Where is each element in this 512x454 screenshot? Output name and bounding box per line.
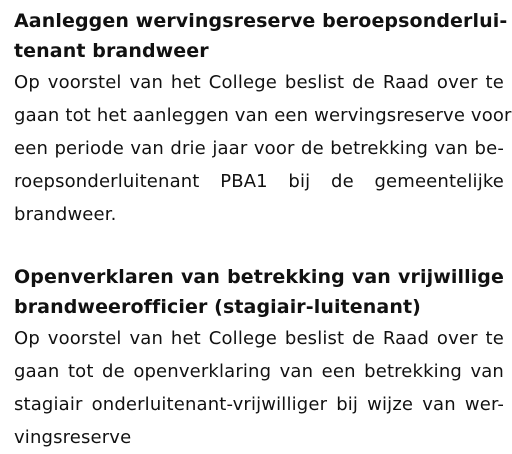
section-title-line: Openverklaren van betrekking van vrijwillige — [14, 266, 504, 288]
section-body-line: een periode van drie jaar voor de betrekking van be- — [14, 138, 504, 159]
section-body-line: brandweer. — [14, 204, 117, 225]
section-title-line: brandweerofficier (stagiair-luitenant) — [14, 296, 421, 318]
section-body-line: vingsreserve — [14, 427, 132, 448]
section-body-line: gaan tot het aanleggen van een wervingsreserve voor — [14, 105, 512, 126]
section-body-line: roepsonderluitenant PBA1 bij de gemeentelijke — [14, 171, 504, 192]
document-page — [14, 6, 512, 454]
section-body-line: stagiair onderluitenant-vrijwilliger bij wijze van wer- — [14, 394, 504, 415]
section-body-line: Op voorstel van het College beslist de Raad over te — [14, 72, 504, 93]
section-body-line: Op voorstel van het College beslist de Raad over te — [14, 328, 504, 349]
section-title-line: Aanleggen wervingsreserve beroepsonderlui- — [14, 10, 508, 32]
section-title-line: tenant brandweer — [14, 40, 209, 62]
section-openverklaren — [14, 262, 504, 454]
section-body-line: gaan tot de openverklaring van een betrekking van — [14, 361, 504, 382]
section-wervingsreserve — [14, 6, 512, 231]
